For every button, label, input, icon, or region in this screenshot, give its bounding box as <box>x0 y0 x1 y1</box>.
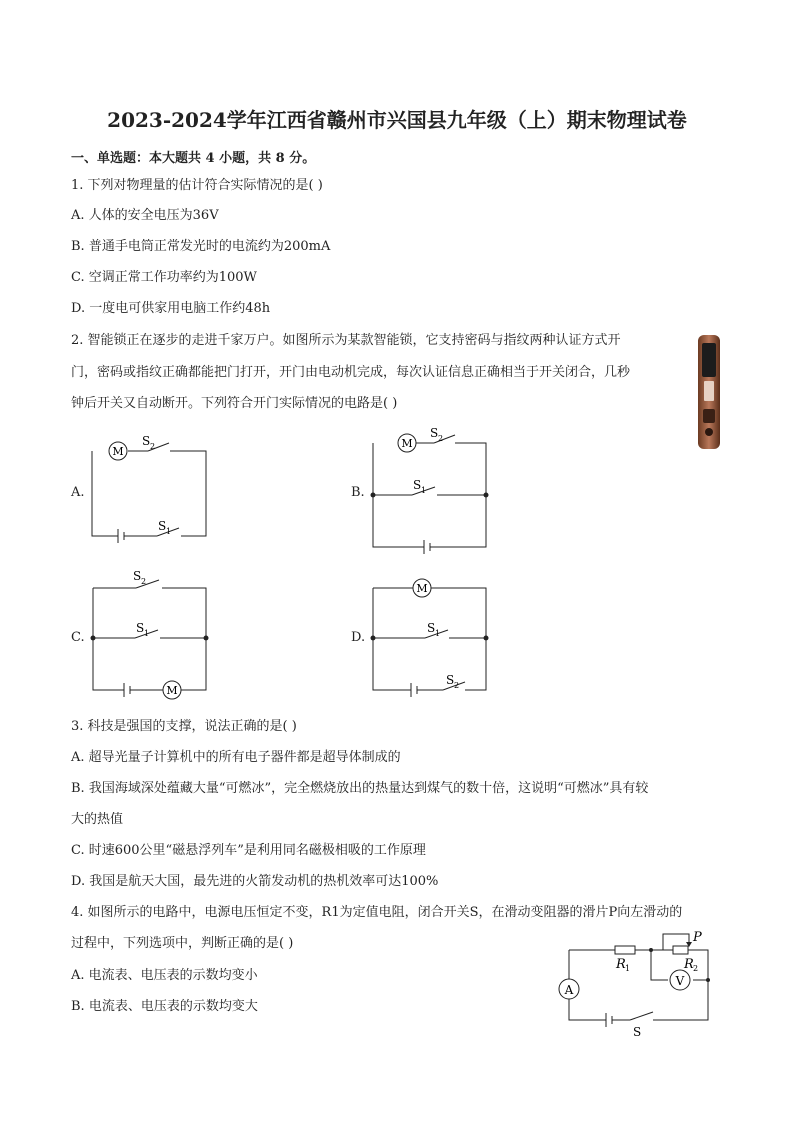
svg-text:1: 1 <box>625 964 631 973</box>
circuit-option-a-label: A. <box>71 485 85 500</box>
question-3-stem: 3. 科技是强国的支撑，说法正确的是( ) <box>71 719 297 734</box>
svg-text:2: 2 <box>150 442 156 451</box>
question-2-stem-line-1: 2. 智能锁正在逐步的走进千家万户。如图所示为某款智能锁，它支持密码与指纹两种认证方式开 <box>71 333 621 348</box>
svg-text:S: S <box>136 621 145 635</box>
svg-text:S: S <box>427 621 436 635</box>
circuit-option-d-label: D. <box>351 630 366 645</box>
svg-text:V: V <box>675 974 685 988</box>
question-2-stem-line-2: 门，密码或指纹正确都能把门打开，开门由电动机完成，每次认证信息正确相当于开关闭合，几秒 <box>71 365 631 380</box>
svg-text:A: A <box>564 983 574 997</box>
svg-text:1: 1 <box>421 486 427 495</box>
question-1-option-b[interactable]: B. 普通手电筒正常发光时的电流约为200mA <box>71 239 331 254</box>
svg-text:S: S <box>633 1025 642 1039</box>
question-4-stem-line-2: 过程中，下列选项中，判断正确的是( ) <box>71 936 294 951</box>
question-4-stem-line-1: 4. 如图所示的电路中，电源电压恒定不变，R1为定值电阻，闭合开关S，在滑动变阻器的滑片P向左滑动的 <box>71 905 683 920</box>
svg-text:M: M <box>166 684 178 697</box>
svg-text:P: P <box>693 930 702 945</box>
svg-text:S: S <box>446 673 455 687</box>
svg-text:2: 2 <box>438 434 444 443</box>
circuit-option-b-label: B. <box>351 485 365 500</box>
circuit-option-a <box>85 430 215 545</box>
smart-lock-image <box>694 333 724 451</box>
question-1-stem: 1. 下列对物理量的估计符合实际情况的是( ) <box>71 178 323 193</box>
exam-title: 2023-2024学年江西省赣州市兴国县九年级（上）期末物理试卷 <box>107 108 687 132</box>
question-3-option-c[interactable]: C. 时速600公里“磁悬浮列车”是利用同名磁极相吸的工作原理 <box>71 843 426 858</box>
svg-text:M: M <box>401 437 413 450</box>
svg-text:1: 1 <box>144 629 150 638</box>
svg-text:S: S <box>142 434 151 448</box>
svg-text:1: 1 <box>435 629 441 638</box>
svg-text:M: M <box>416 582 428 595</box>
circuit-option-c <box>87 568 217 703</box>
svg-text:2: 2 <box>454 681 460 690</box>
question-2-stem-line-3: 钟后开关又自动断开。下列符合开门实际情况的电路是( ) <box>71 396 398 411</box>
question-4-circuit <box>553 924 723 1040</box>
svg-text:2: 2 <box>141 577 147 586</box>
question-1-option-a[interactable]: A. 人体的安全电压为36V <box>71 208 219 223</box>
question-4-option-b[interactable]: B. 电流表、电压表的示数均变大 <box>71 999 258 1014</box>
question-3-option-d[interactable]: D. 我国是航天大国，最先进的火箭发动机的热机效率可达100% <box>71 874 439 889</box>
svg-text:R: R <box>684 957 694 972</box>
question-4-option-a[interactable]: A. 电流表、电压表的示数均变小 <box>71 968 258 983</box>
svg-text:M: M <box>112 445 124 458</box>
question-3-option-a[interactable]: A. 超导光量子计算机中的所有电子器件都是超导体制成的 <box>71 750 401 765</box>
section-heading: 一、单选题：本大题共 4 小题，共 8 分。 <box>71 151 316 166</box>
svg-text:S: S <box>430 426 439 440</box>
question-3-option-b-line-1[interactable]: B. 我国海域深处蕴藏大量“可燃冰”，完全燃烧放出的热量达到煤气的数十倍，这说明“可燃冰”具有较 <box>71 781 649 796</box>
svg-text:R: R <box>616 957 626 972</box>
svg-text:S: S <box>158 519 167 533</box>
svg-text:2: 2 <box>693 964 699 973</box>
circuit-option-d <box>367 568 497 703</box>
svg-text:S: S <box>413 478 422 492</box>
svg-text:S: S <box>133 569 142 583</box>
question-1-option-d[interactable]: D. 一度电可供家用电脑工作约48h <box>71 301 271 316</box>
circuit-option-b <box>367 425 497 560</box>
svg-text:1: 1 <box>166 527 172 536</box>
question-1-option-c[interactable]: C. 空调正常工作功率约为100W <box>71 270 257 285</box>
question-3-option-b-line-2: 大的热值 <box>71 812 124 827</box>
circuit-option-c-label: C. <box>71 630 85 645</box>
